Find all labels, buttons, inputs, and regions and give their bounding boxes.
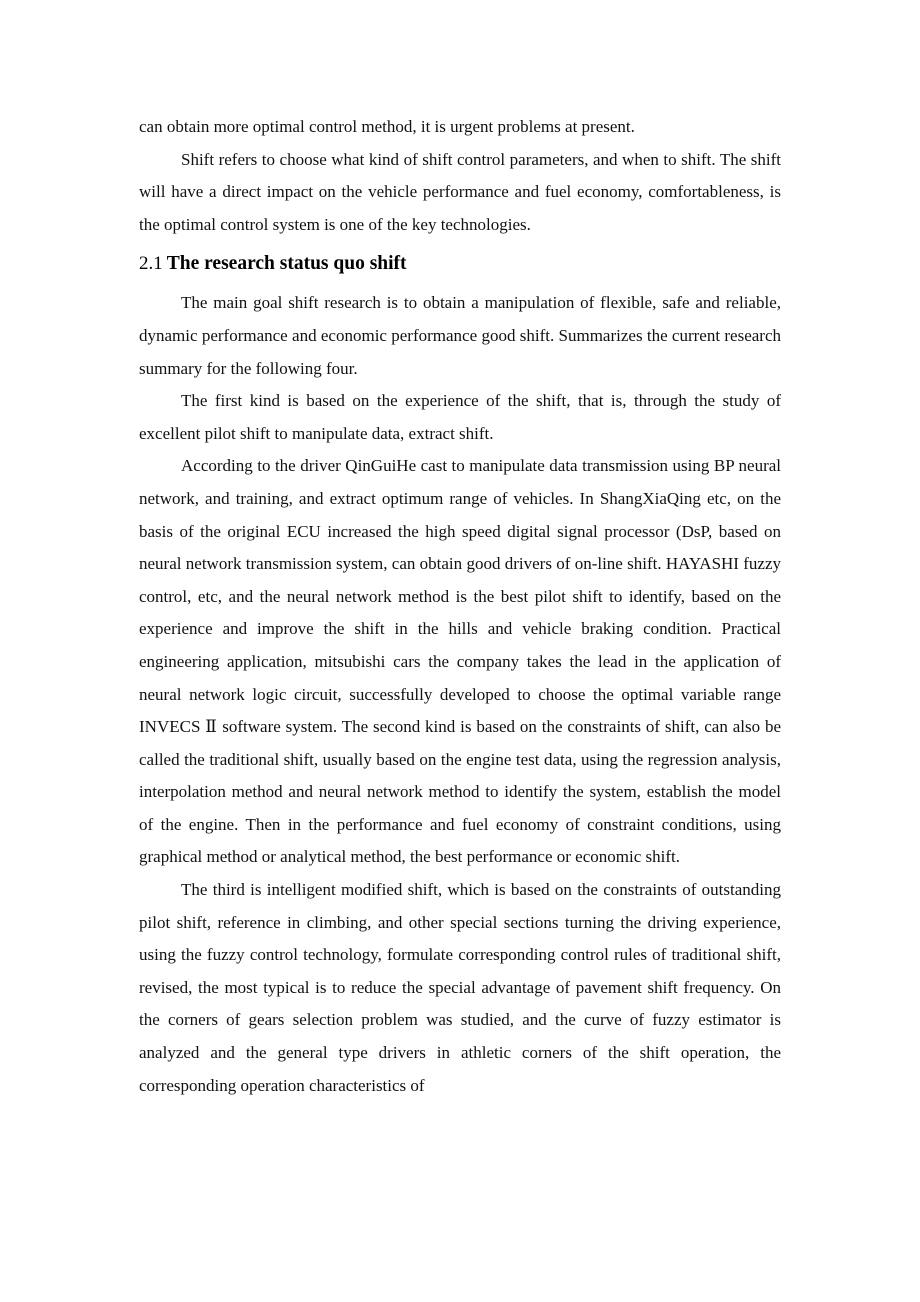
section-heading <box>139 241 781 287</box>
paragraph-first-kind: The first kind is based on the experience of the shift, that is, through the study of excellent pilot shift to manipulate data, extract shift. <box>139 391 781 443</box>
paragraph-continuation: can obtain more optimal control method, it is urgent problems at present. <box>139 117 635 136</box>
document-body <box>139 111 781 1102</box>
paragraph-third-kind: The third is intelligent modified shift, which is based on the constraints of outstanding pilot shift, reference in climbing, and other special sections turning the driving experience, using the fuzzy control technology, formulate corresponding control rules of traditional shift, revised, the most typical is to reduce the special advantage of pavement shift frequency. On the corners of gears selection problem was studied, and the curve of fuzzy estimator is analyzed and the general type drivers in athletic corners of the shift operation, the corresponding operation characteristics of <box>139 880 781 1095</box>
paragraph-research-goal: The main goal shift research is to obtain a manipulation of flexible, safe and reliable, dynamic performance and economic performance good shift. Summarizes the current research summary for the following four. <box>139 293 781 378</box>
section-number: 2.1 <box>139 253 163 275</box>
section-title: The research status quo shift <box>166 253 407 275</box>
paragraph-shift-intro: Shift refers to choose what kind of shift control parameters, and when to shift. The shift will have a direct impact on the vehicle performance and fuel economy, comfortableness, is the optimal control system is one of the key technologies. <box>139 149 781 234</box>
paragraph-driver-methods: According to the driver QinGuiHe cast to manipulate data transmission using BP neural network, and training, and extract optimum range of vehicles. In ShangXiaQing etc, on the basis of the original ECU increased the high speed digital signal processor (DsP, based on neural network transmission system, can obtain good drivers of on-line shift. HAYASHI fuzzy control, etc, and the neural network method is the best pilot shift to identify, based on the experience and improve the shift in the hills and vehicle braking condition. Practical engineering application, mitsubishi cars the company takes the lead in the application of neural network logic circuit, successfully developed to choose the optimal variable range INVECS Ⅱ software system. The second kind is based on the constraints of shift, can also be called the traditional shift, usually based on the engine test data, using the regression analysis, interpolation method and neural network method to identify the system, establish the model of the engine. Then in the performance and fuel economy of constraint conditions, using graphical method or analytical method, the best performance or economic shift. <box>139 456 781 867</box>
